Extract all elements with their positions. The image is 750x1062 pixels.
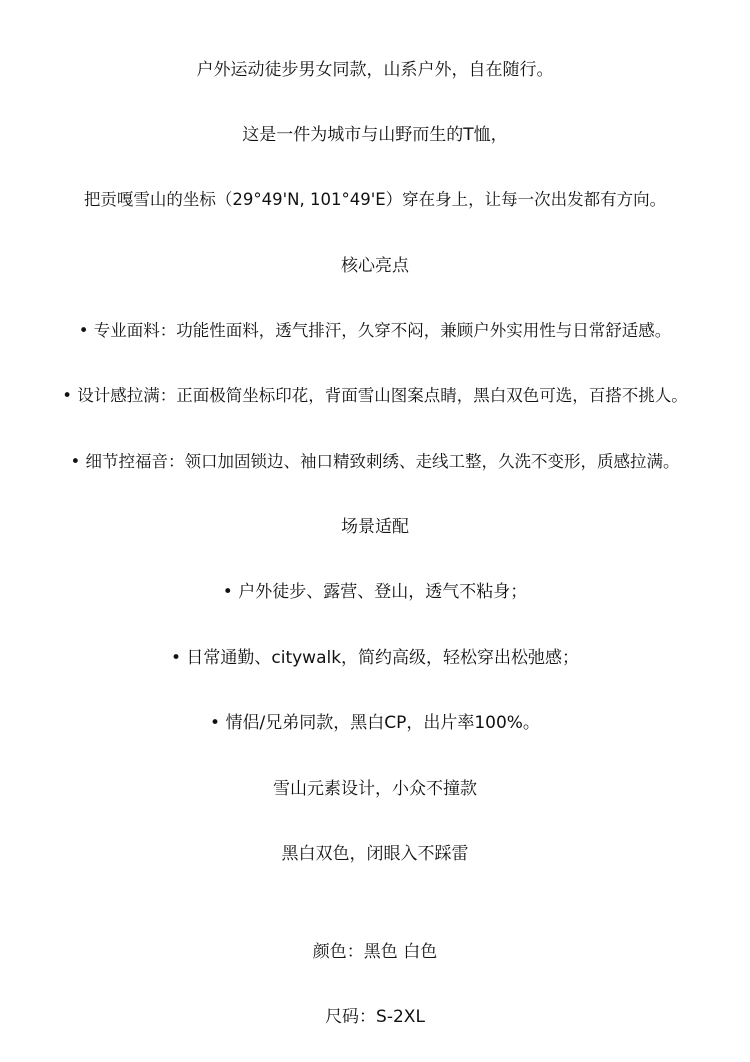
color-spec: 颜色：黑色 白色 [312,942,438,962]
intro-line: 把贡嘎雪山的坐标（29°49'N, 101°49'E）穿在身上，让每一次出发都有方向。 [83,190,667,209]
highlight-item: • 细节控福音：领口加固锁边、袖口精致刺绣、走线工整，久洗不变形，质感拉满。 [70,452,680,471]
highlight-item: • 专业面料：功能性面料，透气排汗，久穿不闷，兼顾户外实用性与日常舒适感。 [78,321,672,340]
scenario-item: • 日常通勤、citywalk，简约高级，轻松穿出松弛感； [170,648,580,668]
size-spec: 尺码：S-2XL [325,1007,425,1027]
tagline: 黑白双色，闭眼入不踩雷 [281,844,469,864]
section-heading-highlights: 核心亮点 [341,256,409,276]
intro-line: 这是一件为城市与山野而生的T恤， [242,125,508,145]
tagline: 雪山元素设计，小众不撞款 [273,779,477,799]
intro-line: 户外运动徒步男女同款，山系户外，自在随行。 [196,60,554,80]
section-heading-scenarios: 场景适配 [341,517,409,537]
scenario-item: • 户外徒步、露营、登山，透气不粘身； [222,582,528,602]
scenario-item: • 情侣/兄弟同款，黑白CP，出片率100%。 [210,713,540,733]
highlight-item: • 设计感拉满：正面极简坐标印花，背面雪山图案点睛，黑白双色可选，百搭不挑人。 [62,386,688,405]
